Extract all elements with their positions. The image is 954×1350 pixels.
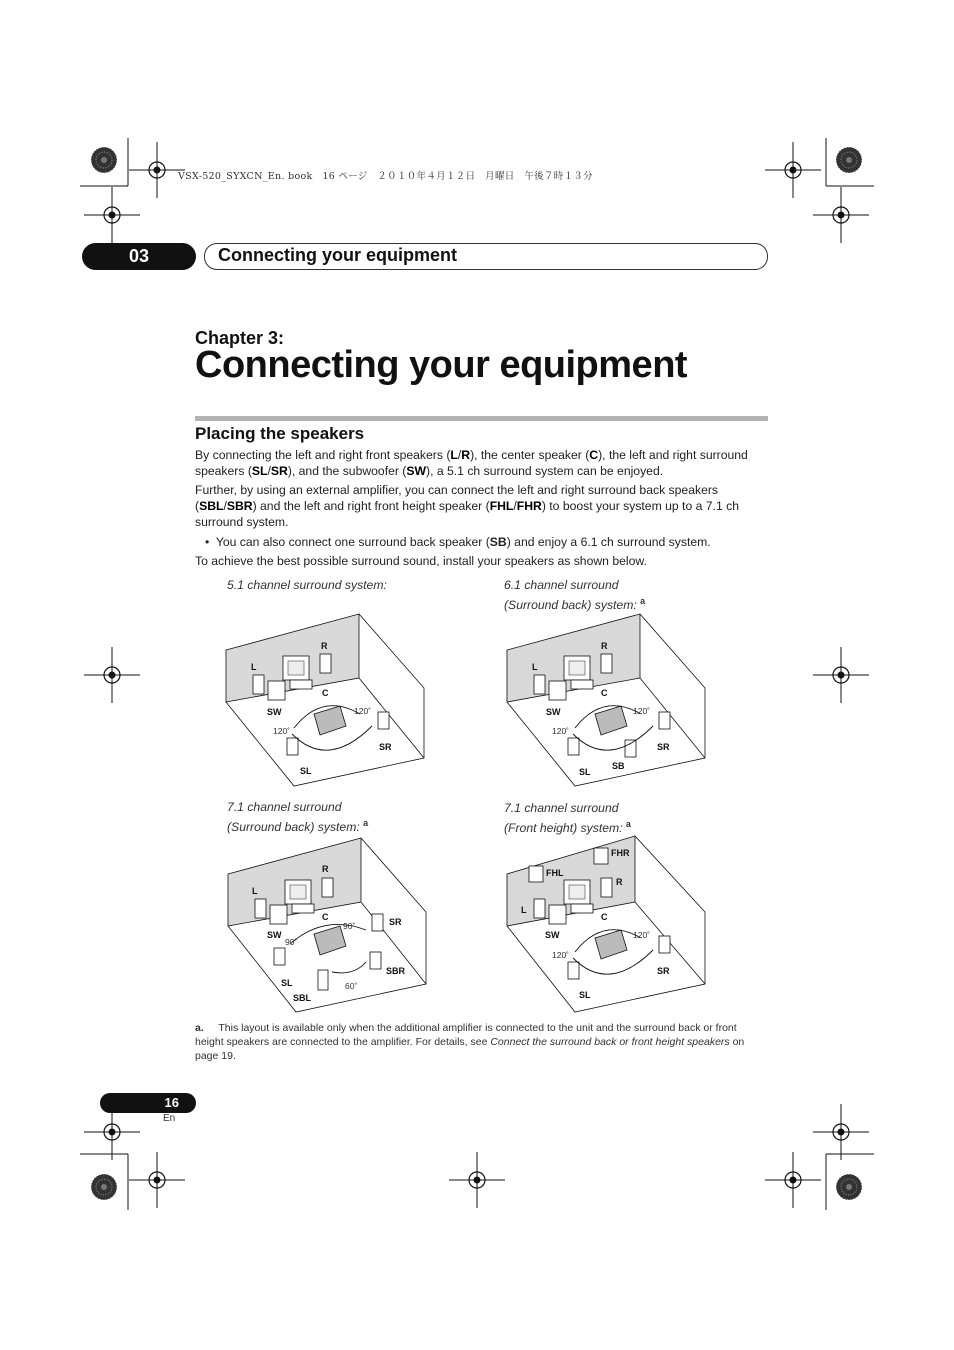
bullet-mark: • <box>205 535 210 549</box>
label-sw: SW <box>406 464 427 478</box>
speaker-label-fhl: FHL <box>546 868 564 878</box>
angle-label: 120˚ <box>552 950 570 960</box>
star-target-bottom-left <box>91 1174 117 1200</box>
diagram-7-1-surround-back <box>226 834 432 1014</box>
label-sbl: SBL <box>199 499 224 513</box>
star-target-top-left <box>91 147 117 173</box>
text: ) to boost your system up to a 7.1 ch surround system. <box>195 499 739 529</box>
speaker-label-l: L <box>251 662 257 672</box>
label-fhl: FHL <box>489 499 514 513</box>
angle-label: 90˚ <box>285 937 298 947</box>
angle-label: 120˚ <box>633 706 651 716</box>
angle-label: 120˚ <box>354 706 372 716</box>
label-sbr: SBR <box>226 499 253 513</box>
footnote-ref: a <box>363 818 369 828</box>
footnote-ref: a <box>640 596 646 606</box>
caption-line: 7.1 channel surround <box>504 801 619 815</box>
print-info: VSX-520_SYXCN_En. book 16 ページ ２０１０年４月１２日 月曜日 午後７時１３分 <box>178 171 593 182</box>
speaker-label-c: C <box>322 912 329 922</box>
star-target-bottom-right <box>836 1174 862 1200</box>
speaker-label-sr: SR <box>379 742 392 752</box>
footnote-link[interactable]: Connect the surround back or front height speakers <box>490 1036 730 1048</box>
speaker-label-l: L <box>252 886 258 896</box>
speaker-label-sl: SL <box>579 767 591 777</box>
page-title: Connecting your equipment <box>195 344 688 386</box>
chapter-label: Chapter 3: <box>195 328 285 348</box>
paragraph-install: To achieve the best possible surround sound, install your speakers as shown below. <box>195 554 647 568</box>
crosshair-bottom-left <box>129 1152 185 1208</box>
footnote-tail: on page 19. <box>195 1036 745 1062</box>
speaker-label-l: L <box>532 662 538 672</box>
speaker-label-sr: SR <box>657 742 670 752</box>
caption-7-1-surround-back <box>227 799 368 835</box>
caption-7-1-front-height <box>504 800 631 836</box>
speaker-label-sw: SW <box>267 930 282 940</box>
crosshair-bottom-right <box>765 1152 821 1208</box>
speaker-label-sw: SW <box>545 930 560 940</box>
crosshair-top-right <box>765 142 821 198</box>
angle-label: 60˚ <box>345 981 358 991</box>
text: ), the center speaker ( <box>470 448 590 462</box>
text: Further, by using an external amplifier, you can connect the left and right surround back speakers ( <box>195 483 719 513</box>
chapter-number-tab: 03 <box>82 243 196 270</box>
page-number-tab <box>100 1093 196 1113</box>
speaker-label-sb: SB <box>612 761 625 771</box>
footnote-text: This layout is available only when the additional amplifier is connected to the unit and the surround back or front height speakers are connected to the amplifier. For details, see <box>195 1022 737 1048</box>
crosshair-left-upper <box>84 187 140 243</box>
caption-5-1 <box>227 577 387 593</box>
angle-label: 120˚ <box>273 726 291 736</box>
text: ), a 5.1 ch surround system can be enjoyed. <box>426 464 664 478</box>
speaker-label-sbr: SBR <box>386 966 406 976</box>
speaker-label-c: C <box>601 912 608 922</box>
speaker-label-sw: SW <box>546 707 561 717</box>
speaker-label-r: R <box>321 641 328 651</box>
label-sb: SB <box>489 535 507 549</box>
caption-line: 5.1 channel surround system: <box>227 578 387 592</box>
title-rule <box>195 416 768 421</box>
speaker-label-c: C <box>322 688 329 698</box>
diagram-6-1 <box>505 610 709 788</box>
crosshair-right-upper <box>813 187 869 243</box>
footnote-marker: a. <box>195 1022 204 1034</box>
caption-line: (Surround back) system: <box>504 598 637 613</box>
speaker-label-r: R <box>322 864 329 874</box>
speaker-label-sr: SR <box>657 966 670 976</box>
label-fhr: FHR <box>516 499 542 513</box>
crosshair-bottom-center <box>449 1152 505 1208</box>
text: ), the left and right surround speakers ( <box>195 448 748 478</box>
slash: / <box>223 499 227 513</box>
speaker-label-r: R <box>601 641 608 651</box>
text: ) and enjoy a 6.1 ch surround system. <box>506 535 711 549</box>
caption-line: (Surround back) system: <box>227 820 360 835</box>
label-l: L <box>450 448 458 462</box>
page-language: En <box>163 1113 176 1124</box>
footnote <box>195 1021 767 1063</box>
paragraph-external-amp <box>195 482 770 530</box>
speaker-label-sr: SR <box>389 917 402 927</box>
caption-6-1 <box>504 577 645 613</box>
speaker-label-c: C <box>601 688 608 698</box>
speaker-label-fhr: FHR <box>611 848 630 858</box>
bullet-item <box>205 534 770 550</box>
caption-line: 7.1 channel surround <box>227 800 342 814</box>
label-sr: SR <box>270 464 288 478</box>
crosshair-right-lower <box>813 1104 869 1160</box>
speaker-label-l: L <box>521 905 527 915</box>
paragraph-intro <box>195 447 770 479</box>
star-target-top-right <box>836 147 862 173</box>
crosshair-top-left <box>129 142 185 198</box>
text: ), and the subwoofer ( <box>287 464 407 478</box>
section-title: Placing the speakers <box>195 424 365 443</box>
label-sl: SL <box>251 464 268 478</box>
diagram-5-1 <box>224 610 428 788</box>
angle-label: 120˚ <box>552 726 570 736</box>
chapter-header-bar <box>204 243 768 270</box>
crosshair-left-mid <box>84 647 140 703</box>
speaker-label-sw: SW <box>267 707 282 717</box>
diagram-7-1-front-height <box>505 834 711 1014</box>
footnote-ref: a <box>625 819 631 829</box>
slash: / <box>267 464 271 478</box>
caption-line: (Front height) system: <box>504 821 623 836</box>
label-c: C <box>589 448 599 462</box>
angle-label: 90˚ <box>343 921 356 931</box>
crosshair-right-mid <box>813 647 869 703</box>
speaker-label-sbl: SBL <box>293 993 311 1003</box>
speaker-label-sl: SL <box>281 978 293 988</box>
text: By connecting the left and right front speakers ( <box>195 448 451 462</box>
angle-label: 120˚ <box>633 930 651 940</box>
slash: / <box>513 499 517 513</box>
speaker-label-sl: SL <box>300 766 312 776</box>
text: ) and the left and right front height speaker ( <box>252 499 490 513</box>
speaker-label-r: R <box>616 877 623 887</box>
caption-line: 6.1 channel surround <box>504 578 619 592</box>
text: You can also connect one surround back speaker ( <box>215 535 490 549</box>
slash: / <box>457 448 462 462</box>
speaker-label-sl: SL <box>579 990 591 1000</box>
chapter-header-title: Connecting your equipment <box>218 245 458 265</box>
page-number: 16 <box>164 1095 179 1110</box>
label-r: R <box>461 448 471 462</box>
